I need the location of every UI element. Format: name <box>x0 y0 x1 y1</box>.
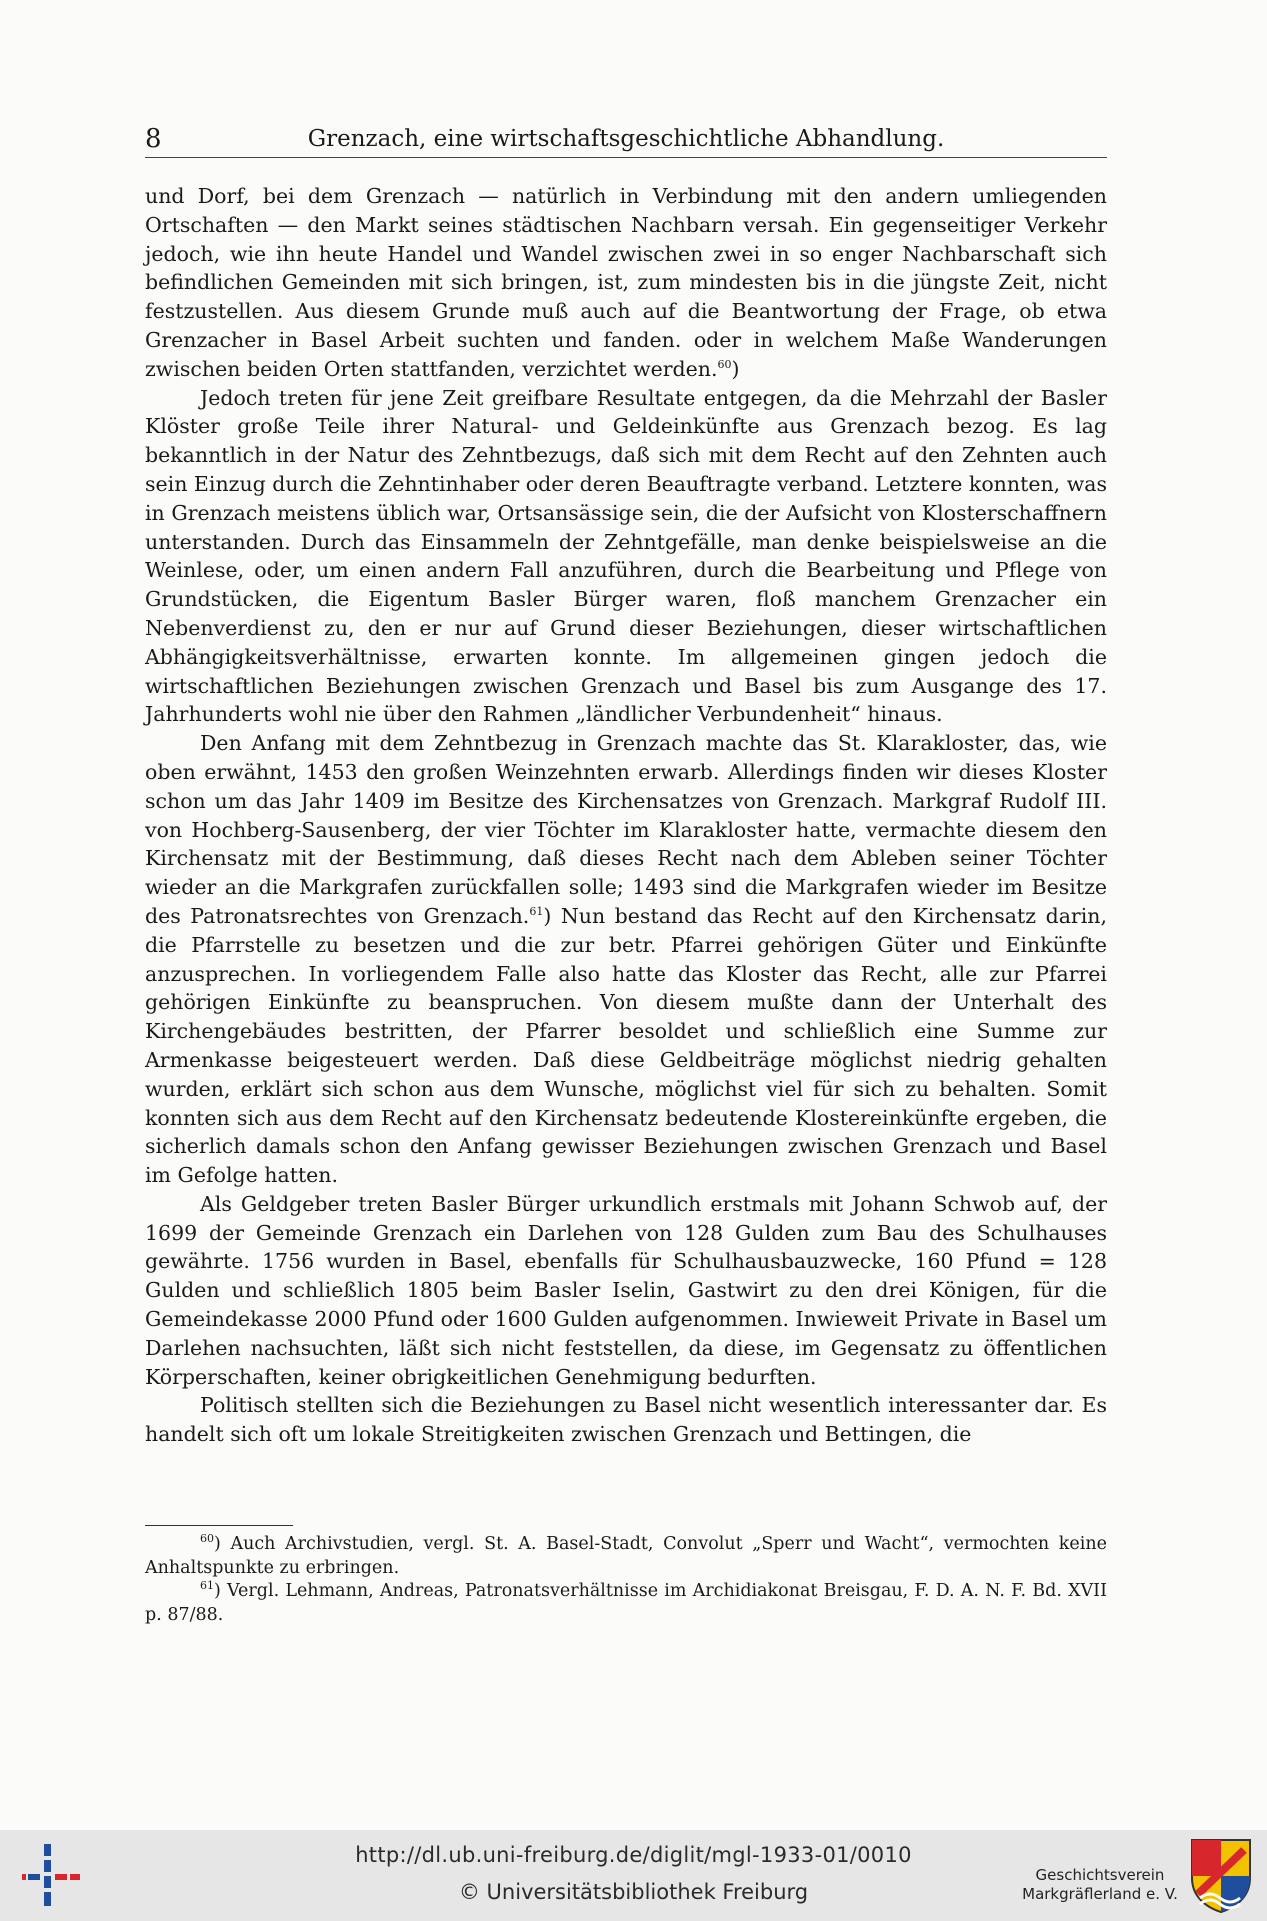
paragraph: Jedoch treten für jene Zeit greifbare Resultate entgegen, da die Mehrzahl der Basler Klöster große Teile ihrer Natural- und Geldeinkünfte aus Grenzach bezog. Es lag bekanntlich in der Natur des Zehntbezugs, daß sich mit dem Recht auf den Zehnten auch sein Einzug durch die Zehntinhaber oder deren Beauftragte verband. Letztere konnten, was in Grenzach meistens üblich war, Ortsansässige sein, die der Aufsicht von Klosterschaffnern unterstanden. Durch das Einsammeln der Zehntgefälle, man denke beispielsweise an die Weinlese, oder, um einen andern Fall anzuführen, durch die Bearbeitung und Pflege von Grundstücken, die Eigentum Basler Bürger waren, floß manchem Grenzacher ein Nebenverdienst zu, den er nur auf Grund dieser Beziehungen, dieser wirtschaftlichen Abhängigkeitsverhältnisse, erwarten konnte. Im allgemeinen gingen jedoch die wirtschaftlichen Beziehungen zwischen Grenzach und Basel bis zum Ausgange des 17. Jahrhunderts wohl nie über den Rahmen „ländlicher Verbundenheit“ hinaus. <box>145 385 1107 727</box>
paragraph: Politisch stellten sich die Beziehungen zu Basel nicht wesentlich interessanter dar. Es handelt sich oft um lokale Streitigkeiten zwischen Grenzach und Bettingen, die <box>145 1393 1107 1447</box>
viewer-footer <box>0 1830 1267 1921</box>
paragraph-text: und Dorf, bei dem Grenzach — natürlich in Verbindung mit den andern umliegenden Ortschaften — den Markt seines städtischen Nachbarn versah. Ein gegenseitiger Verkehr jedoch, wie ihn heute Handel und Wandel zwischen zwei in so enger Nachbarschaft sich befindlichen Gemeinden mit sich bringen, ist, zum mindesten bis in die jüngste Zeit, nicht festzustellen. Aus diesem Grunde muß auch auf die Beantwortung der Frage, ob etwa Grenzacher in Basel Arbeit suchten und fanden. oder in welchem Maße Wanderungen zwischen beiden Orten stattfanden, verzichtet werden. <box>145 184 1107 381</box>
footnote-text: ) Vergl. Lehmann, Andreas, Patronatsverhältnisse im Archidiakonat Breisgau, F. D. A. N. F. Bd. XVII p. 87/88. <box>145 1581 1107 1625</box>
page-header <box>145 122 1107 156</box>
footnote-text: ) Auch Archivstudien, vergl. St. A. Basel-Stadt, Convolut „Sperr und Wacht“, vermochten keine Anhaltspunkte zu erbringen. <box>145 1534 1107 1578</box>
page-number: 8 <box>145 124 162 154</box>
running-title: Grenzach, eine wirtschaftsgeschichtliche Abhandlung. <box>307 126 945 152</box>
paragraph-text: Den Anfang mit dem Zehntbezug in Grenzach machte das St. Klarakloster, das, wie oben erwähnt, 1453 den großen Weinzehnten erwarb. Allerdings finden wir dieses Kloster schon um das Jahr 1409 im Besitze des Kirchensatzes von Grenzach. Markgraf Rudolf III. von Hochberg-Sausenberg, der vier Töchter im Klarakloster hatte, vermachte diesem den Kirchensatz mit der Bestimmung, daß dieses Recht nach dem Ableben seiner Töchter wieder an die Markgrafen zurückfallen solle; 1493 sind die Markgrafen wieder im Besitze des Patronatsrechtes von Grenzach. <box>145 731 1107 928</box>
footnote-ref[interactable]: 60 <box>717 357 732 371</box>
paragraph-text: ) Nun bestand das Recht auf den Kirchensatz darin, die Pfarrstelle zu besetzen und die zur betr. Pfarrei gehörigen Güter und Einkünfte anzusprechen. In vorliegendem Falle also hatte das Kloster das Recht, alle zur Pfarrei gehörigen Einkünfte zu beanspruchen. Von diesem mußte dann der Unterhalt des Kirchengebäudes bestritten, der Pfarrer besoldet und schließlich eine Summe zur Armenkasse beigesteuert werden. Daß diese Geldbeiträge möglichst niedrig gehalten wurden, erklärt sich schon aus dem Wunsche, möglichst viel für sich zu behalten. Somit konnten sich aus dem Recht auf den Kirchensatz bedeutende Klostereinkünfte ergeben, die sicherlich damals schon den Anfang gewisser Beziehungen zwischen Grenzach und Basel im Gefolge hatten. <box>145 903 1107 1188</box>
paragraph: Als Geldgeber treten Basler Bürger urkundlich erstmals mit Johann Schwob auf, der 1699 der Gemeinde Grenzach ein Darlehen von 128 Gulden zum Bau des Schulhauses gewährte. 1756 wurden in Basel, ebenfalls für Schulhausbauzwecke, 160 Pfund = 128 Gulden und schließlich 1805 beim Basler Iselin, Gastwirt zu den drei Königen, für die Gemeindekasse 2000 Pfund oder 1600 Gulden aufgenommen. Inwieweit Private in Basel um Darlehen nachsuchten, läßt sich nicht feststellen, da diese, im Gegensatz zu öffentlichen Körperschaften, keiner obrigkeitlichen Genehmigung bedurften. <box>145 1191 1107 1389</box>
footnote-ref[interactable]: 61 <box>529 905 544 919</box>
paragraph <box>145 182 1107 384</box>
footnote <box>145 1533 1107 1580</box>
footnote <box>145 1580 1107 1627</box>
markgraeflerland-crest-icon[interactable] <box>1190 1838 1252 1914</box>
society-line: Markgräflerland e. V. <box>1022 1885 1178 1903</box>
footnote-rule <box>145 1525 293 1526</box>
footnote-number: 61 <box>200 1579 214 1593</box>
society-name[interactable] <box>1010 1866 1190 1904</box>
footnotes <box>145 1533 1107 1627</box>
permalink[interactable]: http://dl.ub.uni-freiburg.de/diglit/mgl-1933-01/0010 <box>355 1843 912 1867</box>
society-line: Geschichtsverein <box>1035 1866 1165 1884</box>
paragraph <box>145 729 1107 1190</box>
copyright-notice: © Universitätsbibliothek Freiburg <box>458 1880 809 1904</box>
paragraph-text: ) <box>731 356 740 381</box>
header-rule <box>145 157 1107 158</box>
footnote-number: 60 <box>200 1532 214 1546</box>
body-text <box>145 182 1107 1449</box>
